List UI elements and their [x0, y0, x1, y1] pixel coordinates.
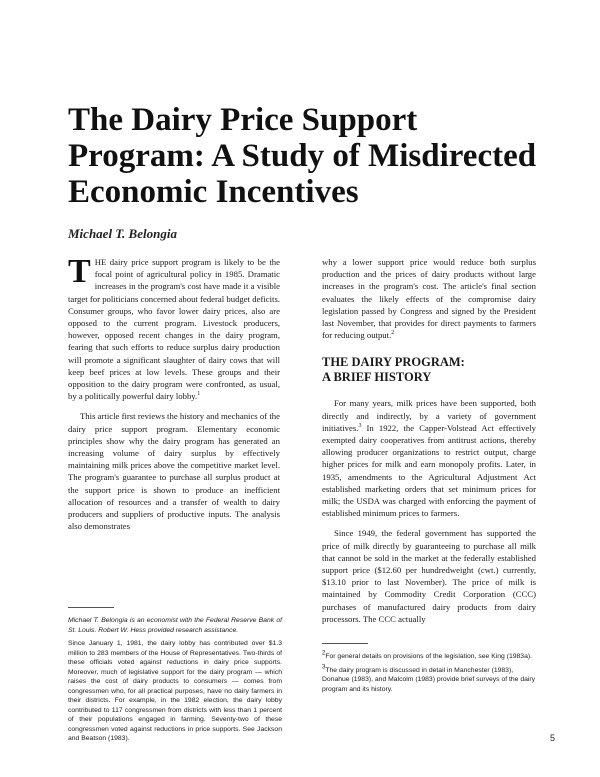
footnote-1: Since January 1, 1981, the dairy lobby has contributed over $1.3 million to 283 members of the House of Representatives. Two-thirds of these officials voted against reductions in dairy price supports. Moreover, much of legislative support for the dairy program — which raises the cost of dairy products to consumers — comes from congressmen who, for all practical purposes, have no dairy farmers in their districts. For example, in the 1982 election, the dairy lobby contributed to 117 congressmen from districts with less than 1 percent of their populations engaged in farming. Seventy-two of these congressmen voted against reductions in price supports. See Jackson and Beatson (1983).: [68, 640, 282, 742]
section-heading: [322, 355, 536, 385]
section-heading-line: A BRIEF HISTORY: [322, 370, 432, 385]
footnote-rule: [322, 643, 368, 644]
footnote-text: For general details on provisions of the legislation, see King (1983a).: [325, 653, 533, 660]
footnote-2: [322, 652, 536, 662]
footnote-text: The dairy program is discussed in detail in Manchester (1983), Donahue (1983), and Malcolm (1983) provide brief surveys of the dairy program and its history.: [322, 666, 536, 693]
title-line: Program: A Study of Misdirected: [68, 138, 537, 174]
body-text: why a lower support price would reduce both surplus production and the prices of dairy products without large increases in the program's cost. The article's final section evaluates the likely effects of the compromise dairy legislation passed by Congress and signed by the President last November, that provides for direct payments to farmers for reducing output.: [322, 257, 536, 341]
footnote-ref: 1: [197, 391, 201, 398]
footnote-rule: [68, 607, 114, 608]
body-paragraph: Since 1949, the federal government has supported the price of milk directly by guaranteeing to purchase all milk that cannot be sold in the market at the federally established support price ($12.60 per hundredweight (cwt.) currently, $13.10 prior to last November). The price of milk is maintained by Commodity Credit Corporation (CCC) purchases of manufactured dairy products from dairy processors. The CCC actually: [322, 528, 536, 624]
body-paragraph: [322, 256, 536, 341]
title-line: The Dairy Price Support: [68, 102, 418, 138]
body-text: In 1922, the Capper-Volstead Act effectively exempted dairy cooperatives from antitrust actions, thereby allowing producer organizations to restrict output, charge higher prices for milk and earn monopoly profits. Later, in 1935, amendments to the Agricultural Adjustment Act established marketing orders that set minimum prices for milk; the USDA was charged with enforcing the payment of established minimum prices to farmers.: [322, 422, 536, 519]
page-number: 5: [550, 733, 556, 743]
drop-cap: T: [68, 253, 91, 290]
bio-author-text: is an economist with the Federal Reserve Bank of St. Louis. Robert W. Hess provided research assistance.: [68, 617, 282, 634]
footnote-mark: 2: [322, 650, 326, 657]
author-bio-footnotes: [68, 616, 282, 748]
author-bio: [68, 616, 282, 635]
title-line: Economic Incentives: [68, 174, 359, 210]
article-title: [68, 102, 548, 210]
right-column: [322, 256, 536, 633]
footnote-3: [322, 666, 536, 695]
bio-author-name: Michael T. Belongia: [68, 617, 128, 624]
author-byline: Michael T. Belongia: [68, 226, 177, 241]
footnote-ref: 3: [358, 422, 362, 429]
intro-text: HE dairy price support program is likely to be the focal point of agricultural policy in 1985. Dramatic increases in the program's cost have made it a visible target for politicians concerned about federal budget deficits. Consumer groups, who favor lower dairy prices, also are opposed to the current program. Livestock producers, however, opposed recent changes in the dairy program, fearing that such efforts to reduce surplus dairy production will promote a significant slaughter of dairy cows that will keep beef prices at low levels. These groups and their opposition to the dairy program were confronted, as usual, by a politically powerful dairy lobby.: [68, 257, 280, 402]
section-heading-line: THE DAIRY PROGRAM:: [322, 355, 465, 370]
left-column: [68, 253, 280, 540]
intro-paragraph: [68, 253, 280, 402]
body-paragraph: [322, 397, 536, 519]
footnote-mark: 3: [322, 664, 326, 671]
body-paragraph: This article first reviews the history and mechanics of the dairy price support program. Elementary economic principles show why the dairy program has generated an increasing volume of dairy surplus by effectively maintaining milk prices above the competitive market level. The program's guarantee to purchase all surplus product at the support price is shown to produce an inefficient allocation of resources and a transfer of wealth to dairy producers and suppliers of productive inputs. The analysis also demonstrates: [68, 411, 280, 532]
footnote-ref: 2: [391, 330, 395, 337]
footnotes: [322, 652, 536, 698]
body-text: For many years, milk prices have been supported, both directly and indirectly, by a variety of government initiatives.: [322, 398, 536, 433]
